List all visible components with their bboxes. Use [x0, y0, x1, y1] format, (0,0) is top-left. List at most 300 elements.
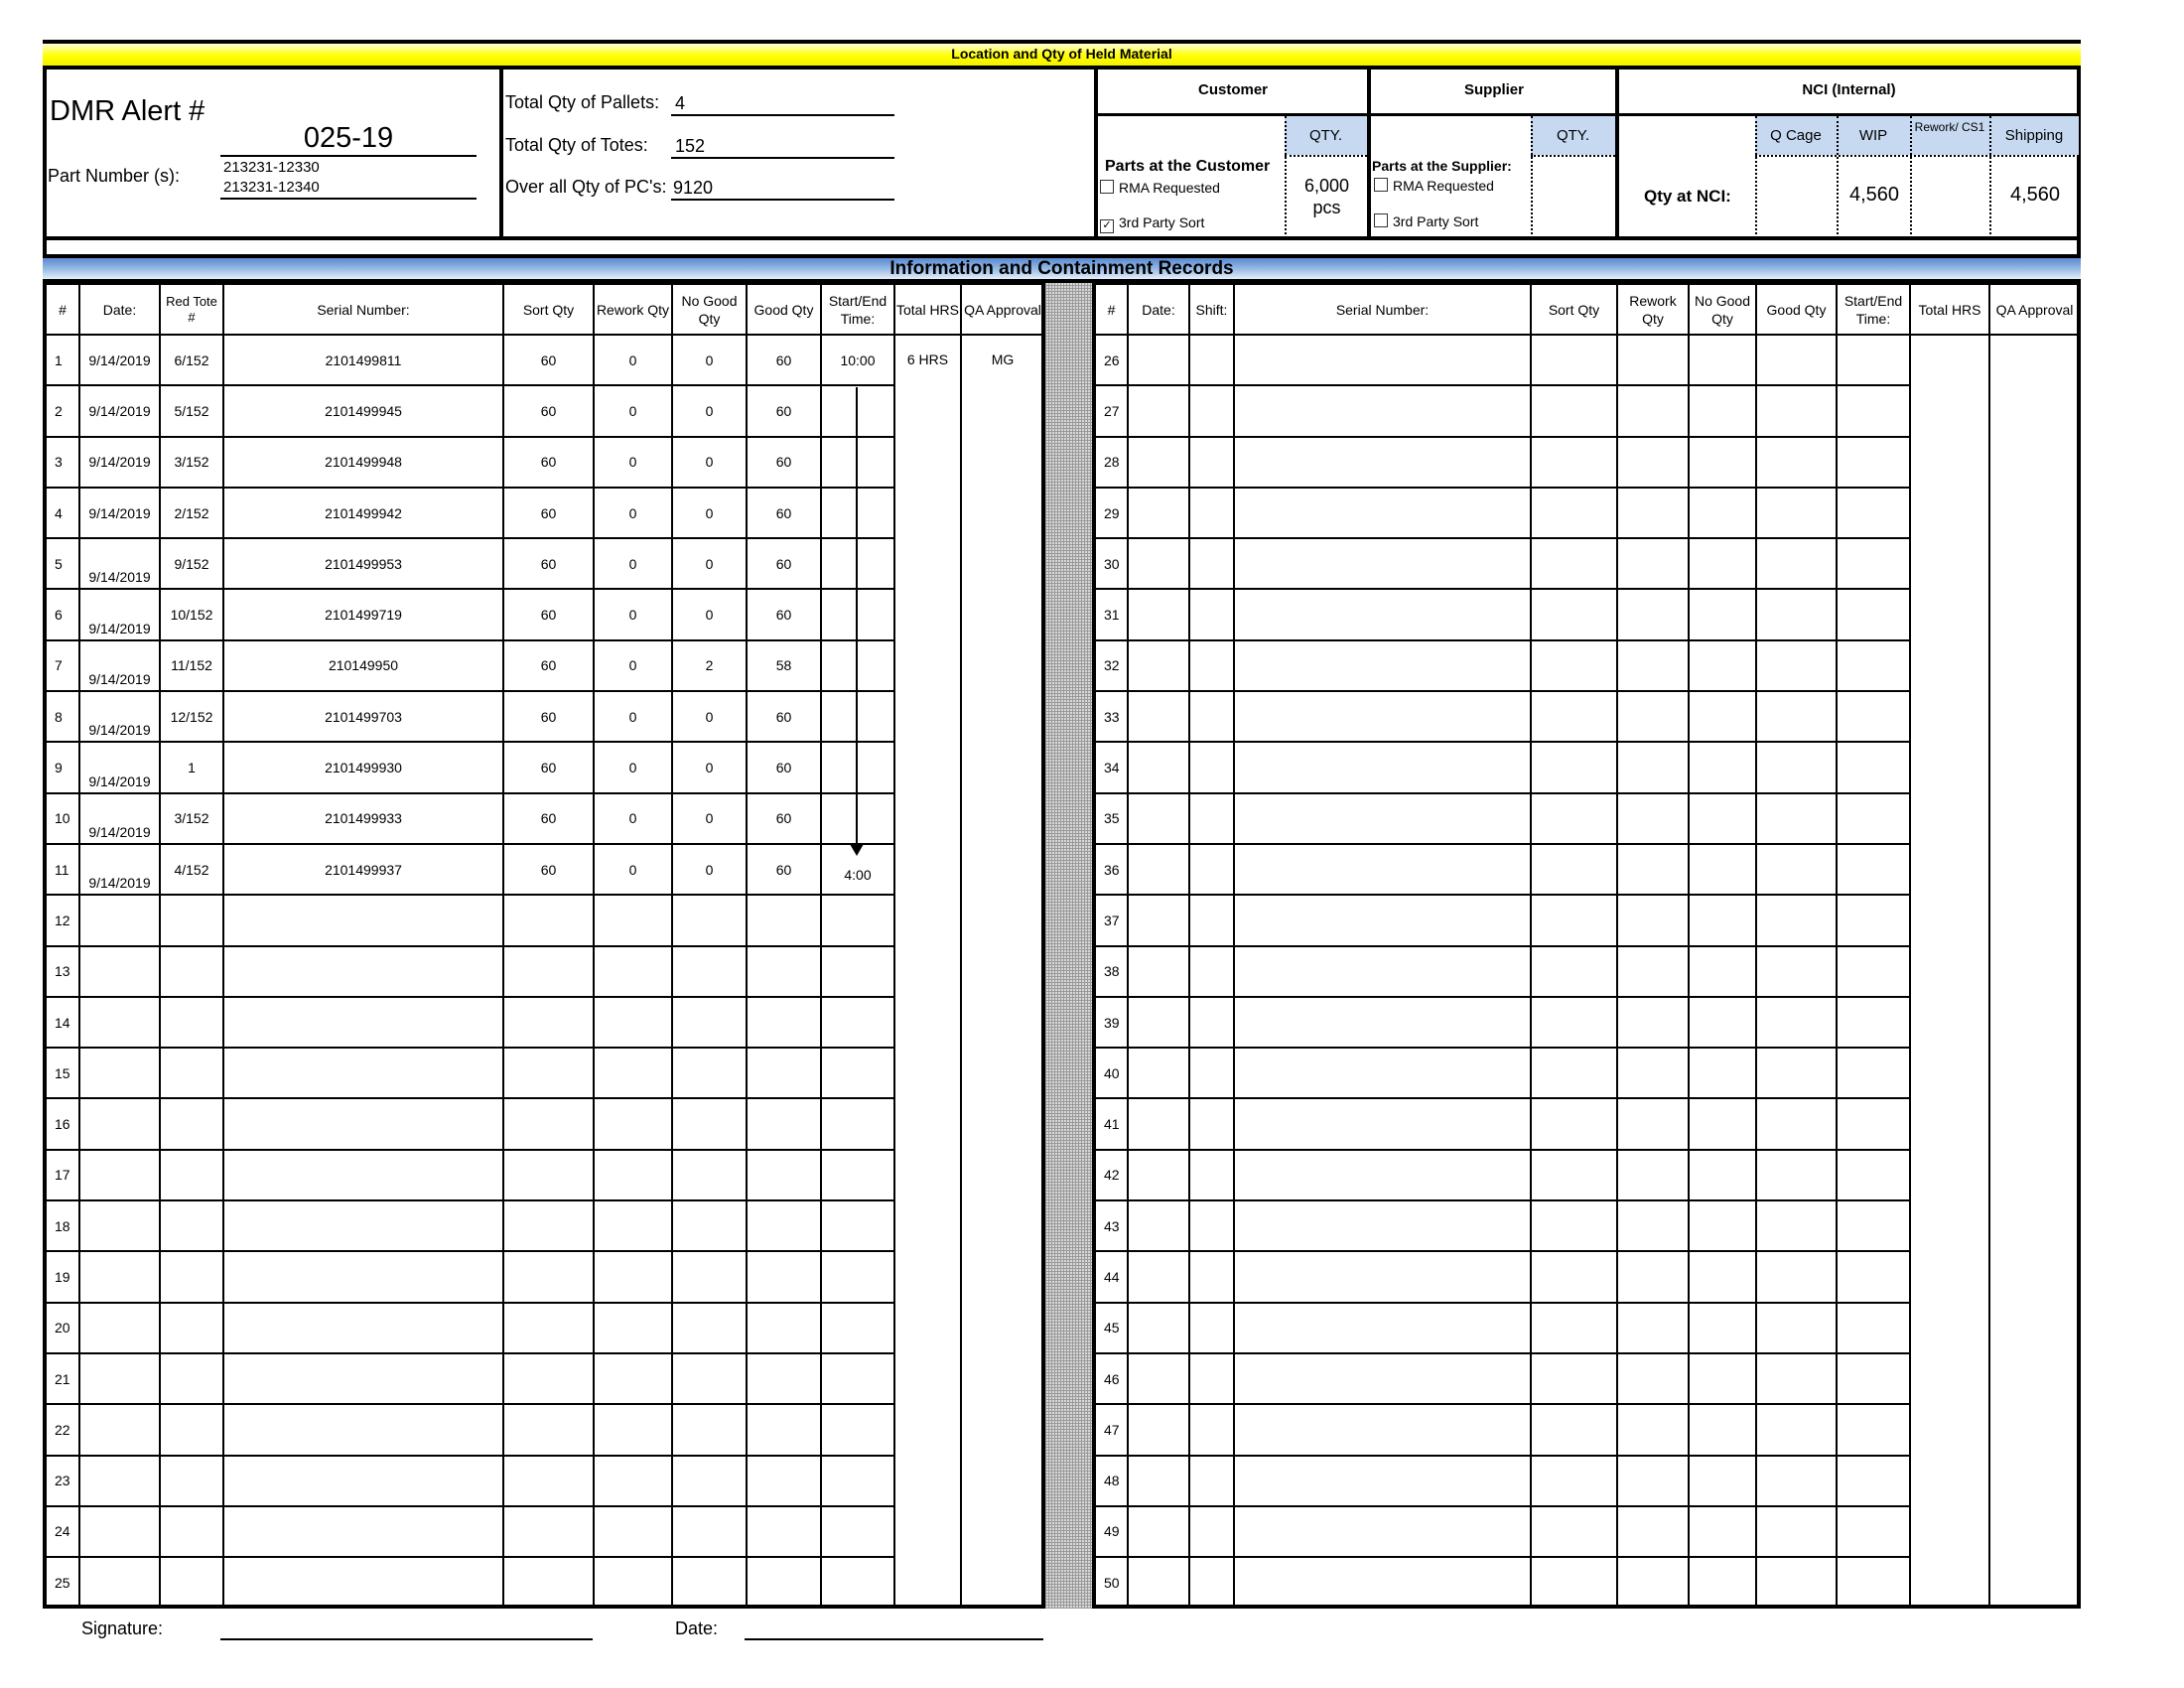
rework-qty-cell[interactable] — [594, 946, 672, 997]
nogood-qty-cell[interactable] — [1689, 1150, 1756, 1200]
shift-cell[interactable] — [1189, 1353, 1234, 1404]
good-qty-cell[interactable] — [1756, 1150, 1837, 1200]
start-end-cell[interactable] — [1837, 335, 1910, 385]
nogood-qty-cell[interactable] — [1689, 691, 1756, 742]
sort-qty-cell[interactable]: 60 — [503, 742, 594, 792]
good-qty-cell[interactable] — [747, 1506, 821, 1557]
shift-cell[interactable] — [1189, 640, 1234, 691]
total-hrs-cell[interactable]: 6 HRS — [894, 335, 961, 1608]
start-end-cell[interactable] — [1837, 1098, 1910, 1149]
red-tote-cell[interactable]: 2/152 — [160, 488, 223, 538]
nogood-qty-cell[interactable] — [1689, 1506, 1756, 1557]
shift-cell[interactable] — [1189, 1150, 1234, 1200]
rework-qty-cell[interactable] — [1617, 844, 1689, 895]
sort-qty-cell[interactable] — [503, 1098, 594, 1149]
shift-cell[interactable] — [1189, 335, 1234, 385]
date-cell[interactable]: 9/14/2019 — [79, 488, 160, 538]
rework-qty-cell[interactable]: 0 — [594, 538, 672, 589]
nogood-qty-cell[interactable] — [672, 1251, 747, 1302]
start-end-cell[interactable] — [1837, 437, 1910, 488]
start-end-cell[interactable]: 4:00 — [821, 844, 894, 895]
serial-cell[interactable] — [1234, 946, 1531, 997]
part-number-2[interactable]: 213231-12340 — [220, 178, 477, 200]
date-cell[interactable] — [1128, 640, 1189, 691]
shift-cell[interactable] — [1189, 742, 1234, 792]
good-qty-cell[interactable] — [1756, 1098, 1837, 1149]
good-qty-cell[interactable] — [1756, 1048, 1837, 1098]
good-qty-cell[interactable] — [747, 1251, 821, 1302]
good-qty-cell[interactable] — [747, 1353, 821, 1404]
good-qty-cell[interactable]: 58 — [747, 640, 821, 691]
good-qty-cell[interactable] — [747, 997, 821, 1048]
good-qty-cell[interactable] — [1756, 691, 1837, 742]
start-end-cell[interactable] — [821, 1150, 894, 1200]
rework-qty-cell[interactable]: 0 — [594, 589, 672, 639]
rework-qty-cell[interactable]: 0 — [594, 437, 672, 488]
nogood-qty-cell[interactable] — [672, 895, 747, 945]
date-cell[interactable] — [1128, 997, 1189, 1048]
rework-qty-cell[interactable] — [1617, 335, 1689, 385]
rework-qty-cell[interactable]: 0 — [594, 488, 672, 538]
serial-cell[interactable] — [1234, 488, 1531, 538]
red-tote-cell[interactable] — [160, 1353, 223, 1404]
nogood-qty-cell[interactable] — [1689, 385, 1756, 436]
date-cell[interactable] — [1128, 589, 1189, 639]
good-qty-cell[interactable] — [1756, 1506, 1837, 1557]
serial-cell[interactable]: 2101499948 — [223, 437, 503, 488]
serial-cell[interactable] — [1234, 844, 1531, 895]
serial-cell[interactable]: 2101499953 — [223, 538, 503, 589]
serial-cell[interactable] — [1234, 1506, 1531, 1557]
supplier-rma-checkbox[interactable] — [1374, 178, 1494, 194]
rework-qty-cell[interactable] — [1617, 538, 1689, 589]
good-qty-cell[interactable] — [1756, 793, 1837, 844]
nogood-qty-cell[interactable] — [672, 1506, 747, 1557]
serial-cell[interactable] — [1234, 1200, 1531, 1251]
rework-qty-cell[interactable] — [1617, 793, 1689, 844]
rework-qty-cell[interactable] — [1617, 742, 1689, 792]
red-tote-cell[interactable]: 9/152 — [160, 538, 223, 589]
start-end-cell[interactable] — [821, 1048, 894, 1098]
start-end-cell[interactable] — [821, 997, 894, 1048]
date-cell[interactable]: 9/14/2019 — [79, 742, 160, 792]
good-qty-cell[interactable]: 60 — [747, 691, 821, 742]
sort-qty-cell[interactable]: 60 — [503, 488, 594, 538]
red-tote-cell[interactable] — [160, 895, 223, 945]
red-tote-cell[interactable] — [160, 1150, 223, 1200]
sort-qty-cell[interactable] — [1531, 1506, 1617, 1557]
red-tote-cell[interactable]: 4/152 — [160, 844, 223, 895]
good-qty-cell[interactable] — [1756, 538, 1837, 589]
sort-qty-cell[interactable]: 60 — [503, 589, 594, 639]
start-end-cell[interactable] — [1837, 589, 1910, 639]
good-qty-cell[interactable]: 60 — [747, 538, 821, 589]
rework-qty-cell[interactable] — [594, 1404, 672, 1455]
sort-qty-cell[interactable] — [1531, 742, 1617, 792]
nogood-qty-cell[interactable] — [672, 1557, 747, 1608]
serial-cell[interactable] — [1234, 538, 1531, 589]
sort-qty-cell[interactable] — [1531, 1456, 1617, 1506]
red-tote-cell[interactable]: 10/152 — [160, 589, 223, 639]
rework-qty-cell[interactable] — [1617, 1150, 1689, 1200]
rework-qty-cell[interactable] — [1617, 488, 1689, 538]
sort-qty-cell[interactable] — [1531, 488, 1617, 538]
date-cell[interactable] — [1128, 946, 1189, 997]
good-qty-cell[interactable] — [747, 1200, 821, 1251]
rework-qty-cell[interactable] — [1617, 1404, 1689, 1455]
start-end-cell[interactable] — [821, 895, 894, 945]
rework-qty-cell[interactable] — [1617, 1557, 1689, 1608]
serial-cell[interactable]: 2101499703 — [223, 691, 503, 742]
nogood-qty-cell[interactable] — [672, 1353, 747, 1404]
rework-qty-cell[interactable] — [1617, 1506, 1689, 1557]
start-end-cell[interactable] — [1837, 1557, 1910, 1608]
nogood-qty-cell[interactable] — [1689, 946, 1756, 997]
good-qty-cell[interactable] — [1756, 1303, 1837, 1353]
start-end-cell[interactable] — [821, 793, 894, 844]
good-qty-cell[interactable] — [747, 1303, 821, 1353]
rework-qty-cell[interactable] — [594, 895, 672, 945]
serial-cell[interactable]: 2101499930 — [223, 742, 503, 792]
red-tote-cell[interactable]: 3/152 — [160, 793, 223, 844]
nogood-qty-cell[interactable] — [1689, 1456, 1756, 1506]
red-tote-cell[interactable] — [160, 997, 223, 1048]
sort-qty-cell[interactable] — [503, 1048, 594, 1098]
nogood-qty-cell[interactable] — [1689, 589, 1756, 639]
rework-qty-cell[interactable] — [1617, 946, 1689, 997]
good-qty-cell[interactable] — [747, 895, 821, 945]
sort-qty-cell[interactable]: 60 — [503, 437, 594, 488]
date-cell[interactable] — [79, 1506, 160, 1557]
start-end-cell[interactable] — [1837, 1404, 1910, 1455]
shift-cell[interactable] — [1189, 538, 1234, 589]
part-number-1[interactable]: 213231-12330 — [223, 159, 320, 176]
nogood-qty-cell[interactable] — [672, 1404, 747, 1455]
customer-rma-checkbox[interactable] — [1100, 180, 1220, 196]
nogood-qty-cell[interactable] — [672, 1150, 747, 1200]
sort-qty-cell[interactable]: 60 — [503, 385, 594, 436]
start-end-cell[interactable] — [1837, 1353, 1910, 1404]
totes-value[interactable]: 152 — [671, 135, 894, 159]
serial-cell[interactable] — [1234, 335, 1531, 385]
serial-cell[interactable] — [223, 997, 503, 1048]
serial-cell[interactable] — [223, 1251, 503, 1302]
good-qty-cell[interactable] — [747, 946, 821, 997]
red-tote-cell[interactable]: 6/152 — [160, 335, 223, 385]
date-cell[interactable]: 9/14/2019 — [79, 437, 160, 488]
sort-qty-cell[interactable] — [1531, 589, 1617, 639]
red-tote-cell[interactable]: 12/152 — [160, 691, 223, 742]
serial-cell[interactable] — [223, 895, 503, 945]
rework-qty-cell[interactable] — [594, 1150, 672, 1200]
serial-cell[interactable] — [223, 946, 503, 997]
nci-shipping-value[interactable]: 4,560 — [2009, 184, 2061, 206]
red-tote-cell[interactable]: 1 — [160, 742, 223, 792]
sort-qty-cell[interactable] — [1531, 895, 1617, 945]
rework-qty-cell[interactable] — [594, 997, 672, 1048]
shift-cell[interactable] — [1189, 1251, 1234, 1302]
date-cell[interactable] — [1128, 793, 1189, 844]
serial-cell[interactable] — [223, 1404, 503, 1455]
nogood-qty-cell[interactable] — [672, 1048, 747, 1098]
start-end-cell[interactable] — [1837, 997, 1910, 1048]
good-qty-cell[interactable] — [1756, 589, 1837, 639]
nogood-qty-cell[interactable] — [1689, 1404, 1756, 1455]
shift-cell[interactable] — [1189, 946, 1234, 997]
rework-qty-cell[interactable] — [1617, 1303, 1689, 1353]
rework-qty-cell[interactable]: 0 — [594, 335, 672, 385]
date-cell[interactable] — [1128, 1200, 1189, 1251]
date-cell[interactable]: 9/14/2019 — [79, 385, 160, 436]
nogood-qty-cell[interactable]: 0 — [672, 437, 747, 488]
start-end-cell[interactable] — [821, 1098, 894, 1149]
sort-qty-cell[interactable]: 60 — [503, 793, 594, 844]
sort-qty-cell[interactable] — [503, 895, 594, 945]
qa-approval-cell[interactable] — [1989, 335, 2080, 1608]
date-cell[interactable] — [79, 1557, 160, 1608]
good-qty-cell[interactable] — [1756, 335, 1837, 385]
nogood-qty-cell[interactable] — [1689, 1557, 1756, 1608]
shift-cell[interactable] — [1189, 589, 1234, 639]
date-cell[interactable] — [1128, 1456, 1189, 1506]
date-cell[interactable] — [1128, 1150, 1189, 1200]
dmr-alert-number[interactable]: 025-19 — [220, 121, 477, 157]
good-qty-cell[interactable] — [747, 1150, 821, 1200]
supplier-sort-checkbox[interactable] — [1374, 213, 1478, 229]
nogood-qty-cell[interactable] — [1689, 997, 1756, 1048]
good-qty-cell[interactable]: 60 — [747, 589, 821, 639]
red-tote-cell[interactable] — [160, 946, 223, 997]
nogood-qty-cell[interactable] — [1689, 742, 1756, 792]
rework-qty-cell[interactable] — [1617, 997, 1689, 1048]
shift-cell[interactable] — [1189, 1404, 1234, 1455]
good-qty-cell[interactable] — [1756, 437, 1837, 488]
nogood-qty-cell[interactable]: 0 — [672, 742, 747, 792]
date-cell[interactable] — [79, 946, 160, 997]
start-end-cell[interactable] — [821, 1200, 894, 1251]
sort-qty-cell[interactable] — [503, 1251, 594, 1302]
rework-qty-cell[interactable] — [1617, 691, 1689, 742]
rework-qty-cell[interactable] — [594, 1456, 672, 1506]
nogood-qty-cell[interactable]: 0 — [672, 844, 747, 895]
start-end-cell[interactable] — [821, 437, 894, 488]
serial-cell[interactable] — [1234, 1404, 1531, 1455]
good-qty-cell[interactable] — [1756, 742, 1837, 792]
nogood-qty-cell[interactable] — [1689, 1251, 1756, 1302]
shift-cell[interactable] — [1189, 997, 1234, 1048]
good-qty-cell[interactable] — [747, 1098, 821, 1149]
date-cell[interactable]: 9/14/2019 — [79, 589, 160, 639]
nogood-qty-cell[interactable]: 0 — [672, 488, 747, 538]
start-end-cell[interactable] — [821, 589, 894, 639]
good-qty-cell[interactable] — [1756, 844, 1837, 895]
date-cell[interactable]: 9/14/2019 — [79, 793, 160, 844]
sort-qty-cell[interactable] — [503, 997, 594, 1048]
date-cell[interactable] — [1128, 1048, 1189, 1098]
nogood-qty-cell[interactable] — [672, 1098, 747, 1149]
start-end-cell[interactable] — [1837, 895, 1910, 945]
nogood-qty-cell[interactable]: 0 — [672, 691, 747, 742]
rework-qty-cell[interactable]: 0 — [594, 640, 672, 691]
sort-qty-cell[interactable] — [503, 1150, 594, 1200]
good-qty-cell[interactable] — [747, 1456, 821, 1506]
rework-qty-cell[interactable]: 0 — [594, 385, 672, 436]
date-cell[interactable]: 9/14/2019 — [79, 335, 160, 385]
good-qty-cell[interactable]: 60 — [747, 793, 821, 844]
shift-cell[interactable] — [1189, 437, 1234, 488]
sort-qty-cell[interactable] — [1531, 538, 1617, 589]
sort-qty-cell[interactable] — [1531, 1200, 1617, 1251]
sort-qty-cell[interactable]: 60 — [503, 538, 594, 589]
start-end-cell[interactable] — [821, 1557, 894, 1608]
date-cell[interactable] — [1128, 385, 1189, 436]
shift-cell[interactable] — [1189, 793, 1234, 844]
start-end-cell[interactable] — [821, 1353, 894, 1404]
start-end-cell[interactable] — [1837, 488, 1910, 538]
red-tote-cell[interactable] — [160, 1048, 223, 1098]
start-end-cell[interactable] — [1837, 385, 1910, 436]
sort-qty-cell[interactable] — [503, 1303, 594, 1353]
good-qty-cell[interactable]: 60 — [747, 844, 821, 895]
sort-qty-cell[interactable] — [1531, 691, 1617, 742]
date-cell[interactable] — [79, 1303, 160, 1353]
shift-cell[interactable] — [1189, 895, 1234, 945]
nogood-qty-cell[interactable] — [672, 1303, 747, 1353]
start-end-cell[interactable] — [821, 1303, 894, 1353]
date-cell[interactable] — [1128, 1303, 1189, 1353]
sort-qty-cell[interactable] — [503, 1353, 594, 1404]
shift-cell[interactable] — [1189, 385, 1234, 436]
shift-cell[interactable] — [1189, 691, 1234, 742]
sort-qty-cell[interactable] — [1531, 1303, 1617, 1353]
start-end-cell[interactable] — [821, 1506, 894, 1557]
good-qty-cell[interactable]: 60 — [747, 385, 821, 436]
sort-qty-cell[interactable] — [1531, 437, 1617, 488]
red-tote-cell[interactable] — [160, 1404, 223, 1455]
sort-qty-cell[interactable]: 60 — [503, 640, 594, 691]
date-cell[interactable] — [1128, 538, 1189, 589]
date-cell[interactable] — [1128, 691, 1189, 742]
serial-cell[interactable] — [1234, 793, 1531, 844]
rework-qty-cell[interactable] — [1617, 1098, 1689, 1149]
start-end-cell[interactable] — [1837, 538, 1910, 589]
start-end-cell[interactable] — [1837, 844, 1910, 895]
shift-cell[interactable] — [1189, 844, 1234, 895]
serial-cell[interactable] — [1234, 1557, 1531, 1608]
sort-qty-cell[interactable] — [1531, 1404, 1617, 1455]
start-end-cell[interactable] — [821, 691, 894, 742]
signature-field[interactable] — [220, 1618, 593, 1640]
serial-cell[interactable]: 2101499937 — [223, 844, 503, 895]
start-end-cell[interactable] — [1837, 1150, 1910, 1200]
sort-qty-cell[interactable] — [1531, 385, 1617, 436]
serial-cell[interactable]: 2101499942 — [223, 488, 503, 538]
rework-qty-cell[interactable] — [594, 1098, 672, 1149]
date-cell[interactable]: 9/14/2019 — [79, 538, 160, 589]
rework-qty-cell[interactable] — [1617, 640, 1689, 691]
date-cell[interactable] — [1128, 1557, 1189, 1608]
serial-cell[interactable] — [1234, 1353, 1531, 1404]
rework-qty-cell[interactable] — [594, 1200, 672, 1251]
date-cell[interactable] — [79, 895, 160, 945]
start-end-cell[interactable] — [1837, 742, 1910, 792]
nogood-qty-cell[interactable] — [1689, 895, 1756, 945]
sort-qty-cell[interactable] — [1531, 1557, 1617, 1608]
date-cell[interactable] — [79, 1150, 160, 1200]
nogood-qty-cell[interactable] — [1689, 335, 1756, 385]
good-qty-cell[interactable] — [1756, 1404, 1837, 1455]
good-qty-cell[interactable] — [1756, 1456, 1837, 1506]
sort-qty-cell[interactable] — [503, 1456, 594, 1506]
rework-qty-cell[interactable] — [1617, 1048, 1689, 1098]
customer-qty-value[interactable] — [1287, 175, 1367, 218]
nogood-qty-cell[interactable] — [672, 946, 747, 997]
sort-qty-cell[interactable] — [1531, 1048, 1617, 1098]
serial-cell[interactable] — [1234, 895, 1531, 945]
good-qty-cell[interactable] — [747, 1048, 821, 1098]
sort-qty-cell[interactable] — [503, 946, 594, 997]
nogood-qty-cell[interactable] — [1689, 437, 1756, 488]
rework-qty-cell[interactable] — [1617, 589, 1689, 639]
start-end-cell[interactable] — [821, 488, 894, 538]
date-cell[interactable]: 9/14/2019 — [79, 640, 160, 691]
start-end-cell[interactable] — [1837, 946, 1910, 997]
date-cell[interactable] — [79, 1200, 160, 1251]
shift-cell[interactable] — [1189, 1557, 1234, 1608]
sort-qty-cell[interactable] — [503, 1557, 594, 1608]
good-qty-cell[interactable] — [747, 1404, 821, 1455]
red-tote-cell[interactable] — [160, 1098, 223, 1149]
rework-qty-cell[interactable] — [1617, 1456, 1689, 1506]
sort-qty-cell[interactable]: 60 — [503, 844, 594, 895]
rework-qty-cell[interactable]: 0 — [594, 793, 672, 844]
sort-qty-cell[interactable] — [1531, 640, 1617, 691]
serial-cell[interactable] — [1234, 691, 1531, 742]
serial-cell[interactable]: 2101499719 — [223, 589, 503, 639]
serial-cell[interactable]: 2101499945 — [223, 385, 503, 436]
date-cell[interactable] — [79, 997, 160, 1048]
date-cell[interactable]: 9/14/2019 — [79, 691, 160, 742]
start-end-cell[interactable] — [821, 742, 894, 792]
sort-qty-cell[interactable] — [1531, 1098, 1617, 1149]
date-cell[interactable] — [1128, 895, 1189, 945]
serial-cell[interactable] — [1234, 589, 1531, 639]
good-qty-cell[interactable]: 60 — [747, 335, 821, 385]
sort-qty-cell[interactable] — [1531, 1353, 1617, 1404]
shift-cell[interactable] — [1189, 1098, 1234, 1149]
date-cell[interactable] — [79, 1048, 160, 1098]
sort-qty-cell[interactable] — [1531, 1150, 1617, 1200]
sort-qty-cell[interactable] — [1531, 335, 1617, 385]
serial-cell[interactable] — [1234, 997, 1531, 1048]
serial-cell[interactable]: 2101499933 — [223, 793, 503, 844]
shift-cell[interactable] — [1189, 1048, 1234, 1098]
pallets-value[interactable]: 4 — [671, 92, 894, 116]
start-end-cell[interactable] — [821, 538, 894, 589]
supplier-qty-value[interactable] — [1533, 157, 1615, 236]
shift-cell[interactable] — [1189, 1200, 1234, 1251]
rework-qty-cell[interactable] — [1617, 895, 1689, 945]
red-tote-cell[interactable] — [160, 1303, 223, 1353]
sort-qty-cell[interactable] — [1531, 946, 1617, 997]
serial-cell[interactable] — [223, 1303, 503, 1353]
rework-qty-cell[interactable] — [1617, 1353, 1689, 1404]
good-qty-cell[interactable] — [1756, 1353, 1837, 1404]
rework-qty-cell[interactable] — [594, 1506, 672, 1557]
rework-qty-cell[interactable]: 0 — [594, 844, 672, 895]
shift-cell[interactable] — [1189, 1506, 1234, 1557]
start-end-cell[interactable] — [1837, 691, 1910, 742]
